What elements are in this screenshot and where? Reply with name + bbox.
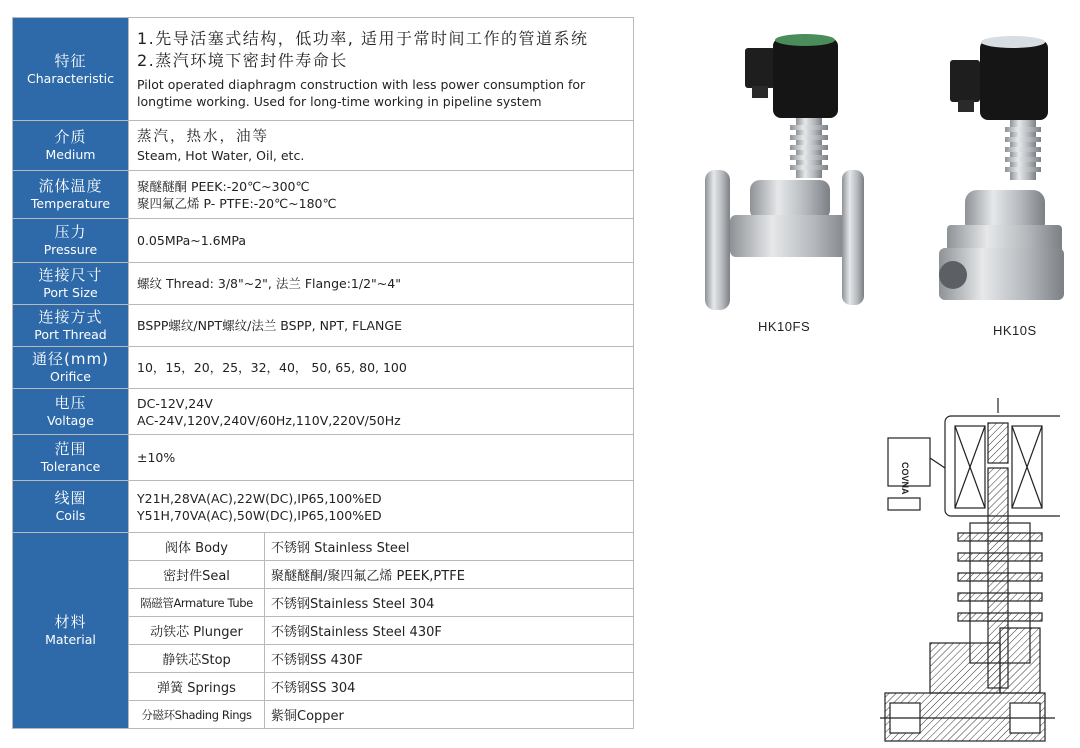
material-value: 不锈钢 Stainless Steel bbox=[265, 533, 634, 561]
row-orifice bbox=[13, 347, 634, 389]
row-characteristic bbox=[13, 18, 634, 121]
material-value: 聚醚醚酮/聚四氟乙烯 PEEK,PTFE bbox=[265, 561, 634, 589]
material-value: 不锈钢SS 430F bbox=[265, 645, 634, 673]
label-voltage: 电压 Voltage bbox=[13, 389, 129, 435]
label-port-thread: 连接方式 Port Thread bbox=[13, 305, 129, 347]
value-temperature: 聚醚醚酮 PEEK:-20℃~300℃ 聚四氟乙烯 P- PTFE:-20℃~180℃ bbox=[129, 171, 634, 219]
label-material: 材料 Material bbox=[13, 533, 129, 729]
material-part: 分磁环Shading Rings bbox=[129, 701, 265, 729]
material-value: 不锈钢Stainless Steel 430F bbox=[265, 617, 634, 645]
material-part: 密封件Seal bbox=[129, 561, 265, 589]
value-voltage: DC-12V,24V AC-24V,120V,240V/60Hz,110V,220V/50Hz bbox=[129, 389, 634, 435]
material-part: 阀体 Body bbox=[129, 533, 265, 561]
value-port-size: 螺纹 Thread: 3/8"~2", 法兰 Flange:1/2"~4" bbox=[129, 263, 634, 305]
row-voltage bbox=[13, 389, 634, 435]
row-medium bbox=[13, 121, 634, 171]
value-orifice: 10，15，20，25，32，40， 50, 65, 80, 100 bbox=[129, 347, 634, 389]
value-tolerance: ±10% bbox=[129, 435, 634, 481]
threaded-valve-image bbox=[925, 30, 1075, 300]
row-temperature bbox=[13, 171, 634, 219]
material-part: 弹簧 Springs bbox=[129, 673, 265, 701]
model-caption-hk10s: HK10S bbox=[993, 323, 1037, 338]
coil-brand-label: COVNA bbox=[900, 462, 910, 495]
valve-cross-section-diagram bbox=[880, 398, 1060, 743]
label-characteristic: 特征 Characteristic bbox=[13, 18, 129, 121]
row-port-thread bbox=[13, 305, 634, 347]
material-part: 隔磁管Armature Tube bbox=[129, 589, 265, 617]
label-pressure: 压力 Pressure bbox=[13, 219, 129, 263]
row-pressure bbox=[13, 219, 634, 263]
material-row bbox=[13, 533, 634, 561]
row-coils bbox=[13, 481, 634, 533]
material-value: 不锈钢SS 304 bbox=[265, 673, 634, 701]
value-port-thread: BSPP螺纹/NPT螺纹/法兰 BSPP, NPT, FLANGE bbox=[129, 305, 634, 347]
value-characteristic: 1.先导活塞式结构，低功率, 适用于常时间工作的管道系统 2.蒸汽环境下密封件寿命长 Pilot operated diaphragm construction with less power consumption for longtime working. Used for long-time working in pipeline system bbox=[129, 18, 634, 121]
spec-table bbox=[12, 17, 634, 729]
material-part: 动铁芯 Plunger bbox=[129, 617, 265, 645]
model-caption-hk10fs: HK10FS bbox=[758, 319, 811, 334]
material-part: 静铁芯Stop bbox=[129, 645, 265, 673]
label-medium: 介质 Medium bbox=[13, 121, 129, 171]
material-value: 紫铜Copper bbox=[265, 701, 634, 729]
value-medium: 蒸汽，热水，油等 Steam, Hot Water, Oil, etc. bbox=[129, 121, 634, 171]
value-pressure: 0.05MPa~1.6MPa bbox=[129, 219, 634, 263]
flanged-valve-image bbox=[700, 30, 870, 310]
label-orifice: 通径(mm) Orifice bbox=[13, 347, 129, 389]
value-coils: Y21H,28VA(AC),22W(DC),IP65,100%ED Y51H,70VA(AC),50W(DC),IP65,100%ED bbox=[129, 481, 634, 533]
label-port-size: 连接尺寸 Port Size bbox=[13, 263, 129, 305]
row-tolerance bbox=[13, 435, 634, 481]
label-tolerance: 范围 Tolerance bbox=[13, 435, 129, 481]
label-temperature: 流体温度 Temperature bbox=[13, 171, 129, 219]
material-value: 不锈钢Stainless Steel 304 bbox=[265, 589, 634, 617]
label-coils: 线圈 Coils bbox=[13, 481, 129, 533]
row-port-size bbox=[13, 263, 634, 305]
